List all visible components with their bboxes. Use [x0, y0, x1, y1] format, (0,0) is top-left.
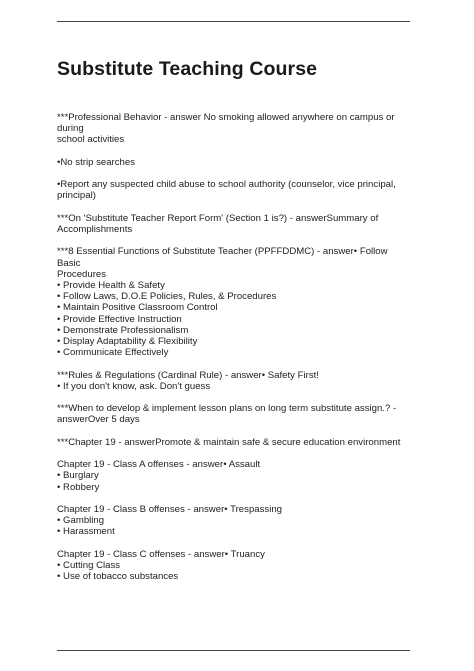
text-line: ***On 'Substitute Teacher Report Form' (Section 1 is?) - answerSummary of [57, 212, 379, 224]
text-paragraph [57, 459, 412, 493]
text-line: Accomplishments [57, 223, 133, 235]
text-line: • Robbery [57, 481, 100, 493]
text-line: • Burglary [57, 470, 99, 482]
text-paragraph [57, 549, 412, 583]
page-title: Substitute Teaching Course [57, 58, 318, 80]
text-line: • Cutting Class [57, 559, 121, 571]
text-line: • Display Adaptability & Flexibility [57, 336, 198, 347]
text-line: •No strip searches [57, 156, 136, 168]
text-paragraph [57, 504, 412, 538]
text-paragraph [57, 179, 412, 201]
text-line: ***Rules & Regulations (Cardinal Rule) - answer• Safety First! [57, 369, 319, 381]
text-line: • Follow Laws, D.O.E Policies, Rules, & Procedures [57, 291, 277, 303]
text-line: Chapter 19 - Class A offenses - answer• Assault [57, 459, 261, 471]
text-line: Procedures [57, 268, 107, 280]
text-line: ***When to develop & implement lesson plans on long term substitute assign.? - [57, 403, 397, 415]
text-line: • Provide Health & Safety [57, 279, 165, 291]
text-line: ***Professional Behavior - answer No smoking allowed anywhere on campus or during [57, 112, 398, 135]
text-line: Chapter 19 - Class C offenses - answer• Truancy [57, 548, 265, 560]
text-line: answerOver 5 days [57, 414, 140, 426]
text-paragraph [57, 403, 412, 425]
text-line: ***Chapter 19 - answerPromote & maintain safe & secure education environment [57, 436, 401, 448]
text-line: Chapter 19 - Class B offenses - answer• Trespassing [57, 503, 283, 515]
text-line: • Demonstrate Professionalism [57, 324, 189, 336]
text-paragraph [57, 246, 412, 358]
text-line: • Use of tobacco substances [57, 571, 179, 583]
text-line: • Harassment [57, 526, 115, 538]
text-line: principal) [57, 190, 96, 202]
text-paragraph [57, 437, 412, 448]
document-body [57, 112, 412, 594]
text-paragraph [57, 157, 412, 168]
text-line: school activities [57, 134, 125, 146]
text-line: • Provide Effective Instruction [57, 313, 182, 325]
text-paragraph [57, 213, 412, 235]
text-paragraph [57, 370, 412, 392]
text-line: • Communicate Effectively [57, 347, 169, 359]
text-line: • If you don't know, ask. Don't guess [57, 380, 211, 392]
text-paragraph [57, 112, 412, 146]
text-line: ***8 Essential Functions of Substitute Teacher (PPFFDDMC) - answer• Follow Basic [57, 246, 391, 269]
text-line: •Report any suspected child abuse to school authority (counselor, vice principal, [57, 179, 396, 191]
text-line: • Gambling [57, 515, 105, 527]
top-divider [57, 21, 410, 22]
bottom-divider [57, 650, 410, 651]
text-line: • Maintain Positive Classroom Control [57, 302, 218, 314]
